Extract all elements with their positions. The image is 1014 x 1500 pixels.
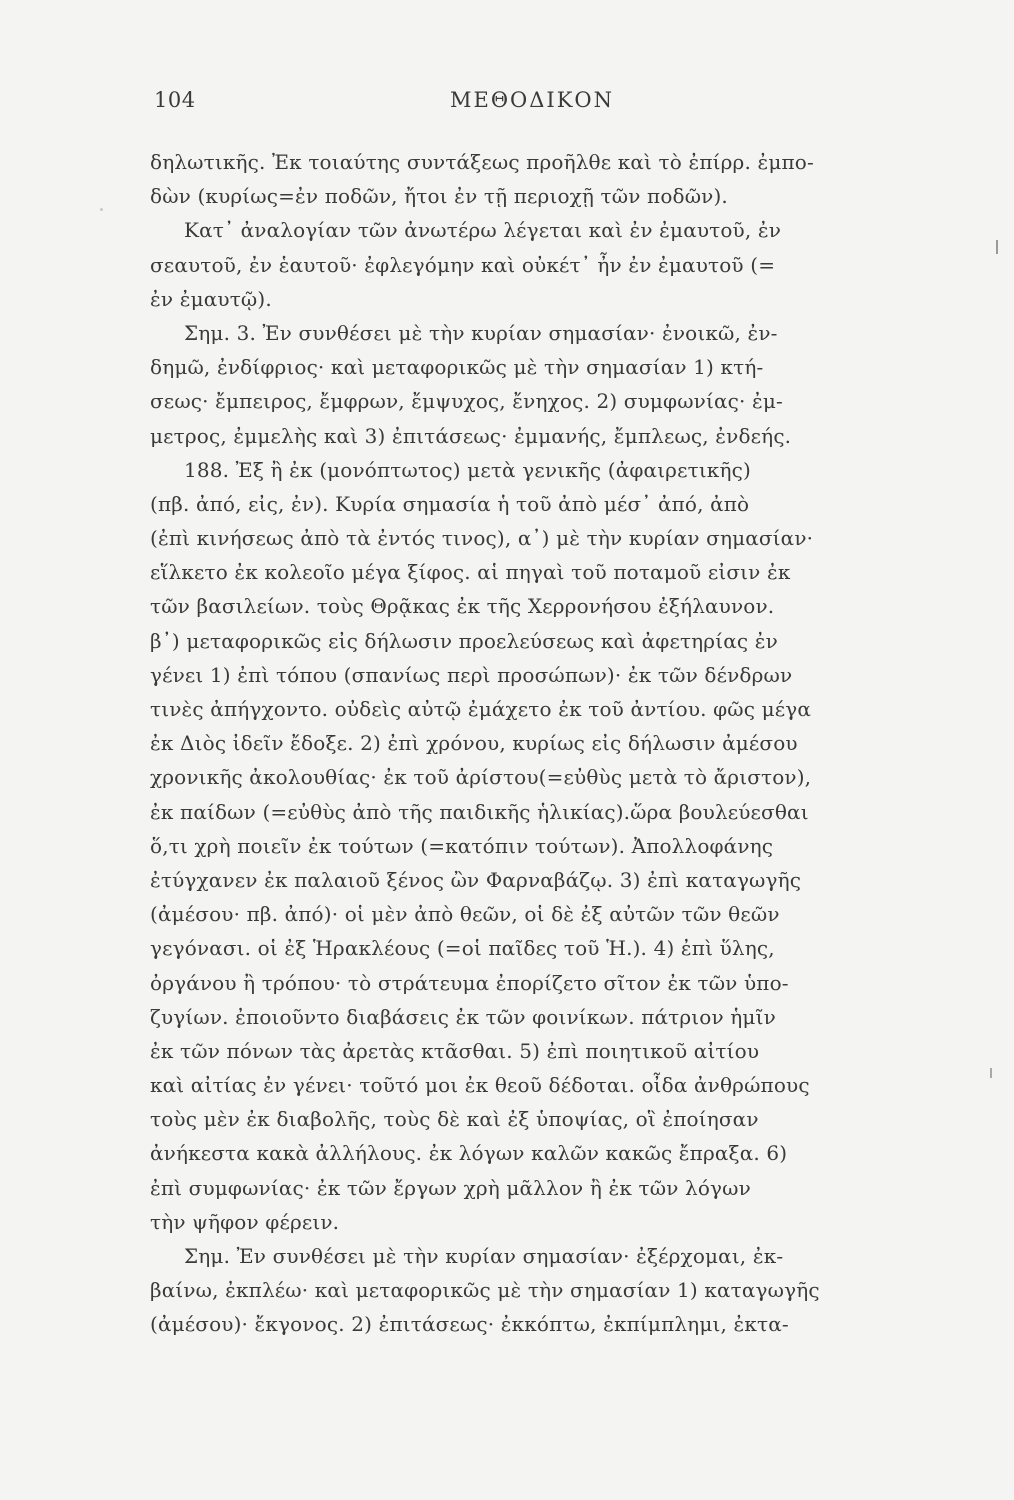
text-line: τοὺς μὲν ἐκ διαβολῆς, τοὺς δὲ καὶ ἐξ ὑποψίας, οἳ ἐποίησαν	[150, 1107, 759, 1132]
text-line: Κατ᾽ ἀναλογίαν τῶν ἀνωτέρω λέγεται καὶ ἐν ἐμαυτοῦ, ἐν	[184, 218, 782, 243]
text-line: δημῶ, ἐνδίφριος· καὶ μεταφορικῶς μὲ τὴν σημασίαν 1) κτή-	[150, 355, 764, 380]
text-line: (ἀμέσου)· ἔκγονος. 2) ἐπιτάσεως· ἐκκόπτω, ἐκπίμπλημι, ἐκτα-	[150, 1312, 789, 1337]
text-line: ὅ,τι χρὴ ποιεῖν ἐκ τούτων (=κατόπιν τούτων). Ἀπολλοφάνης	[150, 833, 774, 858]
text-line: Σημ. 3. Ἐν συνθέσει μὲ τὴν κυρίαν σημασίαν· ἐνοικῶ, ἐν-	[184, 320, 778, 345]
text-line: ἐκ Διὸς ἰδεῖν ἔδοξε. 2) ἐπὶ χρόνου, κυρίως εἰς δήλωσιν ἀμέσου	[150, 731, 798, 756]
text-line: βαίνω, ἐκπλέω· καὶ μεταφορικῶς μὲ τὴν σημασίαν 1) καταγωγῆς	[150, 1278, 820, 1303]
text-line: ἐπὶ συμφωνίας· ἐκ τῶν ἔργων χρὴ μᾶλλον ἢ ἐκ τῶν λόγων	[150, 1175, 751, 1200]
text-line: ἐν ἐμαυτῷ).	[150, 286, 272, 311]
text-line: Σημ. Ἐν συνθέσει μὲ τὴν κυρίαν σημασίαν· ἐξέρχομαι, ἐκ-	[184, 1244, 784, 1268]
paper-speck	[100, 208, 103, 211]
text-line: εἵλκετο ἐκ κολεοῖο μέγα ξίφος. αἱ πηγαὶ τοῦ ποταμοῦ εἰσιν ἐκ	[150, 560, 791, 585]
body-text	[150, 145, 898, 1342]
text-line: δηλωτικῆς. Ἐκ τοιαύτης συντάξεως προῆλθε καὶ τὸ ἐπίρρ. ἐμπο-	[150, 150, 814, 174]
text-line: ἐκ τῶν πόνων τὰς ἀρετὰς κτᾶσθαι. 5) ἐπὶ ποιητικοῦ αἰτίου	[150, 1038, 760, 1063]
running-head: ΜΕΘΟΔΙΚΟΝ	[450, 88, 615, 112]
text-line: ζυγίων. ἐποιοῦντο διαβάσεις ἐκ τῶν φοινίκων. πάτριον ἡμῖν	[150, 1004, 776, 1029]
text-line: ἐκ παίδων (=εὐθὺς ἀπὸ τῆς παιδικῆς ἡλικίας).ὥρα βουλεύεσθαι	[150, 799, 809, 824]
page-header	[150, 88, 890, 124]
margin-mark	[996, 240, 998, 254]
text-line: (ἐπὶ κινήσεως ἀπὸ τὰ ἐντός τινος), α᾽) μὲ τὴν κυρίαν σημασίαν·	[150, 526, 814, 551]
text-line: δὼν (κυρίως=ἐν ποδῶν, ἤτοι ἐν τῇ περιοχῇ τῶν ποδῶν).	[150, 184, 728, 209]
text-line: γένει 1) ἐπὶ τόπου (σπανίως περὶ προσώπων)· ἐκ τῶν δένδρων	[150, 662, 793, 687]
text-line: γεγόνασι. οἱ ἐξ Ἡρακλέους (=οἱ παῖδες τοῦ Ἡ.). 4) ἐπὶ ὕλης,	[150, 936, 775, 961]
text-line: (ἀμέσου· πβ. ἀπό)· οἱ μὲν ἀπὸ θεῶν, οἱ δὲ ἐξ αὐτῶν τῶν θεῶν	[150, 902, 780, 927]
margin-mark	[990, 1068, 992, 1078]
section-heading-line: 188. Ἐξ ἢ ἐκ (μονόπτωτος) μετὰ γενικῆς (ἀφαιρετικῆς)	[184, 457, 751, 482]
text-line: καὶ αἰτίας ἐν γένει· τοῦτό μοι ἐκ θεοῦ δέδοται. οἶδα ἀνθρώπους	[150, 1073, 810, 1098]
text-line: χρονικῆς ἀκολουθίας· ἐκ τοῦ ἀρίστου(=εὐθὺς μετὰ τὸ ἄριστον),	[150, 765, 812, 790]
text-line: τινὲς ἀπήγχοντο. οὐδεὶς αὐτῷ ἐμάχετο ἐκ τοῦ ἀντίου. φῶς μέγα	[150, 697, 812, 721]
text-line: τῶν βασιλείων. τοὺς Θρᾷκας ἐκ τῆς Χερρονήσου ἐξήλαυνον.	[150, 594, 775, 619]
text-line: ἀνήκεστα κακὰ ἀλλήλους. ἐκ λόγων καλῶν κακῶς ἔπραξα. 6)	[150, 1141, 788, 1166]
text-line: τὴν ψῆφον φέρειν.	[150, 1209, 340, 1234]
text-line: σεαυτοῦ, ἐν ἑαυτοῦ· ἐφλεγόμην καὶ οὐκέτ᾽ ἦν ἐν ἐμαυτοῦ (=	[150, 252, 776, 277]
text-line: μετρος, ἐμμελὴς καὶ 3) ἐπιτάσεως· ἐμμανής, ἔμπλεως, ἐνδεής.	[150, 423, 792, 448]
text-line: ὀργάνου ἢ τρόπου· τὸ στράτευμα ἐπορίζετο σῖτον ἐκ τῶν ὑπο-	[150, 970, 789, 995]
page-number: 104	[154, 88, 196, 112]
text-line: ἐτύγχανεν ἐκ παλαιοῦ ξένος ὢν Φαρναβάζῳ. 3) ἐπὶ καταγωγῆς	[150, 867, 802, 892]
text-line: (πβ. ἀπό, εἰς, ἐν). Κυρία σημασία ἡ τοῦ ἀπὸ μέσ᾽ ἀπό, ἀπὸ	[150, 491, 750, 516]
text-line: σεως· ἔμπειρος, ἔμφρων, ἔμψυχος, ἔνηχος. 2) συμφωνίας· ἐμ-	[150, 389, 783, 414]
text-line: β᾽) μεταφορικῶς εἰς δήλωσιν προελεύσεως καὶ ἀφετηρίας ἐν	[150, 628, 778, 653]
